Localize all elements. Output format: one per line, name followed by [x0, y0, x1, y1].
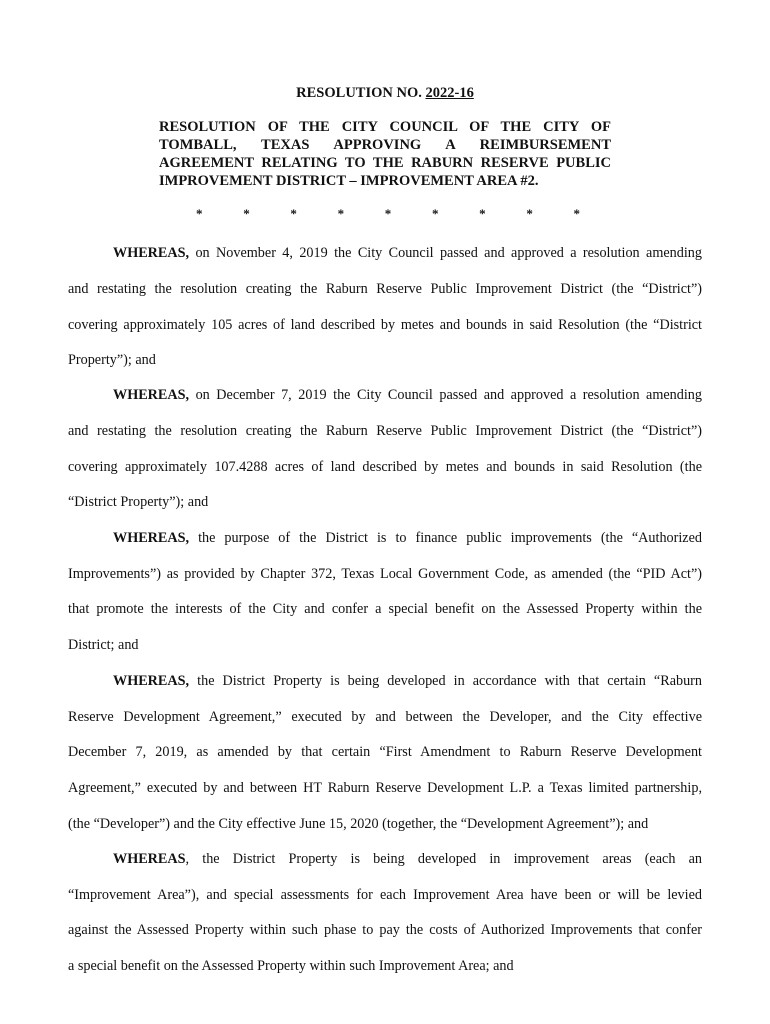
separator-star: * [196, 206, 203, 221]
separator-star: * [479, 206, 486, 221]
paragraph-line: “Improvement Area”), and special assessments for each Improvement Area have been or will be levied [68, 887, 702, 903]
paragraph-line: Agreement,” executed by and between HT Raburn Reserve Development L.P. a Texas limited partnership, [68, 780, 702, 796]
whereas-lead: WHEREAS, [113, 387, 190, 403]
paragraph-line: WHEREAS, the District Property is being developed in improvement areas (each an [113, 851, 702, 867]
whereas-lead: WHEREAS, [113, 673, 190, 689]
separator-star: * [431, 206, 439, 221]
separator-star: * [290, 206, 297, 221]
title-line: TOMBALL, TEXAS APPROVING A REIMBURSEMENT [159, 137, 611, 153]
paragraph-line: WHEREAS, the purpose of the District is to finance public improvements (the “Authorized [113, 530, 702, 546]
paragraph-line: Reserve Development Agreement,” executed by and between the Developer, and the City effective [68, 709, 702, 725]
title-line: IMPROVEMENT DISTRICT – IMPROVEMENT AREA #2. [159, 173, 539, 189]
paragraph-line: December 7, 2019, as amended by that certain “First Amendment to Raburn Reserve Development [68, 744, 702, 760]
resolution-prefix: RESOLUTION NO. [296, 85, 426, 101]
separator-star: * [384, 206, 392, 221]
paragraph-line: Improvements”) as provided by Chapter 372, Texas Local Government Code, as amended (the “PID Act”) [68, 566, 702, 582]
paragraph-line: District; and [68, 637, 139, 653]
paragraph-line: covering approximately 107.4288 acres of land described by metes and bounds in said Resolution (the [68, 459, 702, 475]
whereas-lead: WHEREAS [113, 851, 186, 867]
whereas-lead: WHEREAS, [113, 530, 190, 546]
paragraph-line: (the “Developer”) and the City effective June 15, 2020 (together, the “Development Agreement”); and [68, 816, 649, 832]
paragraph-line: WHEREAS, the District Property is being developed in accordance with that certain “Raburn [113, 673, 702, 689]
separator-star: * [526, 206, 533, 221]
separator-star: * [573, 206, 580, 221]
paragraph-line: and restating the resolution creating the Raburn Reserve Public Improvement District (the “District”) [68, 281, 702, 297]
title-line: AGREEMENT RELATING TO THE RABURN RESERVE PUBLIC [159, 155, 611, 171]
separator-star: * [337, 206, 345, 221]
resolution-number-heading [0, 84, 770, 102]
paragraph-line: and restating the resolution creating the Raburn Reserve Public Improvement District (the “District”) [68, 423, 702, 439]
paragraph-line: against the Assessed Property within such phase to pay the costs of Authorized Improvements that confer [68, 922, 702, 938]
paragraph-line: “District Property”); and [68, 494, 209, 510]
title-line: RESOLUTION OF THE CITY COUNCIL OF THE CITY OF [159, 119, 611, 135]
separator-star: * [243, 206, 250, 221]
paragraph-line: covering approximately 105 acres of land described by metes and bounds in said Resolution (the “District [68, 317, 702, 333]
paragraph-line: WHEREAS, on December 7, 2019 the City Council passed and approved a resolution amending [113, 387, 702, 403]
paragraph-line: that promote the interests of the City and confer a special benefit on the Assessed Property within the [68, 601, 702, 617]
paragraph-line: WHEREAS, on November 4, 2019 the City Council passed and approved a resolution amending [113, 245, 702, 261]
resolution-title [159, 118, 611, 190]
section-separator [196, 206, 580, 222]
resolution-number: 2022-16 [425, 85, 474, 101]
whereas-lead: WHEREAS, [113, 245, 190, 261]
paragraph-line: a special benefit on the Assessed Property within such Improvement Area; and [68, 958, 514, 974]
paragraph-line: Property”); and [68, 352, 156, 368]
